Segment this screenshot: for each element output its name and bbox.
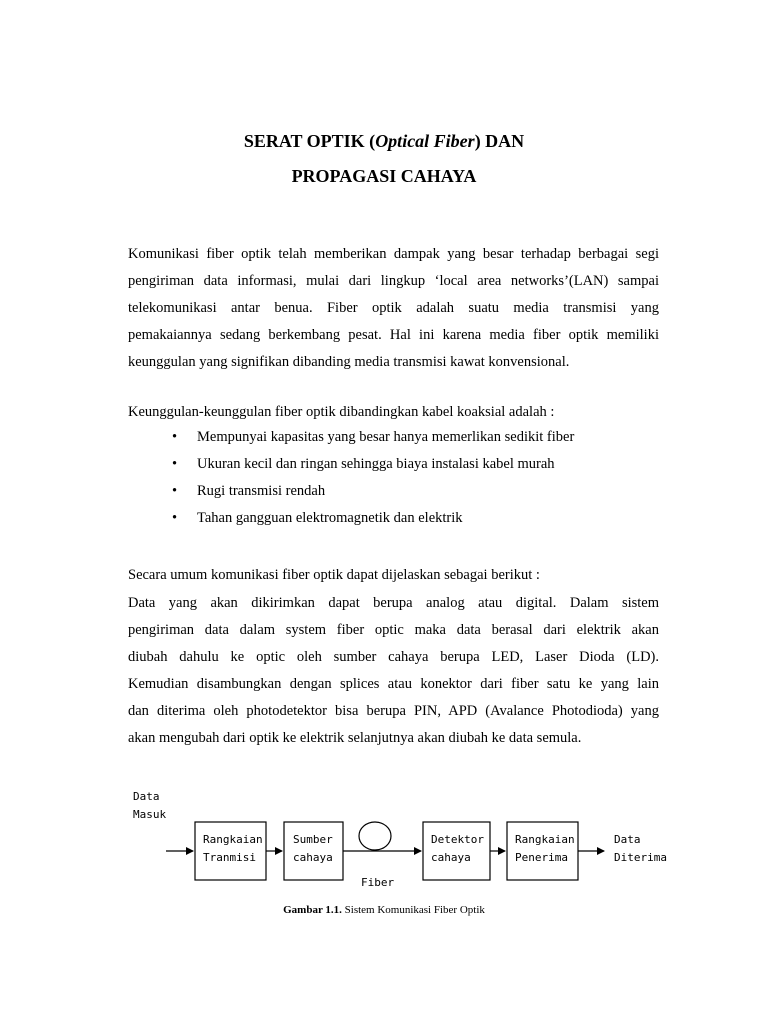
bullet-icon: •	[172, 510, 178, 526]
paragraph-line: keunggulan yang signifikan dibanding media transmisi kawat konvensional.	[128, 354, 570, 370]
fiber-label: Fiber	[361, 876, 395, 889]
fiber-coil-icon	[359, 822, 391, 850]
general-intro: Secara umum komunikasi fiber optik dapat dijelaskan sebagai berikut :	[128, 567, 540, 583]
bullet-icon: •	[172, 456, 178, 472]
paragraph-line: pengiriman data informasi, mulai dari lingkup ‘local area networks’(LAN) sampai	[128, 273, 659, 289]
block-label: Rangkaian	[203, 833, 263, 846]
paragraph-line: Kemudian disambungkan dengan splices atau konektor dari fiber satu ke yang lain	[128, 676, 659, 692]
advantages-intro: Keunggulan-keunggulan fiber optik dibandingkan kabel koaksial adalah :	[128, 404, 555, 420]
block-label: Penerima	[515, 851, 568, 864]
input-label-line: Data	[133, 790, 160, 803]
block-label: Rangkaian	[515, 833, 575, 846]
paragraph-line: Data yang akan dikirimkan dapat berupa analog atau digital. Dalam sistem	[128, 595, 659, 611]
title-italic-term: Optical Fiber	[375, 131, 475, 151]
block-label: cahaya	[293, 851, 333, 864]
bullet-icon: •	[172, 429, 178, 445]
output-label-line: Data	[614, 833, 641, 846]
block-label: cahaya	[431, 851, 471, 864]
paragraph-line: pengiriman data dalam system fiber optic maka data berasal dari elektrik akan	[128, 622, 659, 638]
paragraph-line: pemakaiannya sedang berkembang pesat. Hal ini karena media fiber optik memiliki	[128, 327, 659, 343]
paragraph-line: telekomunikasi antar benua. Fiber optik adalah suatu media transmisi yang	[128, 300, 659, 316]
output-label-line: Diterima	[614, 851, 667, 864]
paragraph-line: akan mengubah dari optik ke elektrik selanjutnya akan diubah ke data semula.	[128, 730, 582, 746]
page-title-line-2: PROPAGASI CAHAYA	[291, 166, 477, 186]
paragraph-line: dan diterima oleh photodetektor bisa berupa PIN, APD (Avalance Photodioda) yang	[128, 703, 659, 719]
figure-caption: Gambar 1.1. Sistem Komunikasi Fiber Optik	[283, 904, 485, 916]
paragraph-line: Komunikasi fiber optik telah memberikan dampak yang besar terhadap berbagai segi	[128, 246, 659, 262]
page-title-line-1: SERAT OPTIK (Optical Fiber) DAN	[243, 131, 525, 151]
block-label: Tranmisi	[203, 851, 256, 864]
block-label: Detektor	[431, 833, 484, 846]
input-label-line: Masuk	[133, 808, 167, 821]
bullet-icon: •	[172, 483, 178, 499]
block-label: Sumber	[293, 833, 333, 846]
paragraph-line: diubah dahulu ke optic oleh sumber cahaya berupa LED, Laser Dioda (LD).	[128, 649, 659, 665]
